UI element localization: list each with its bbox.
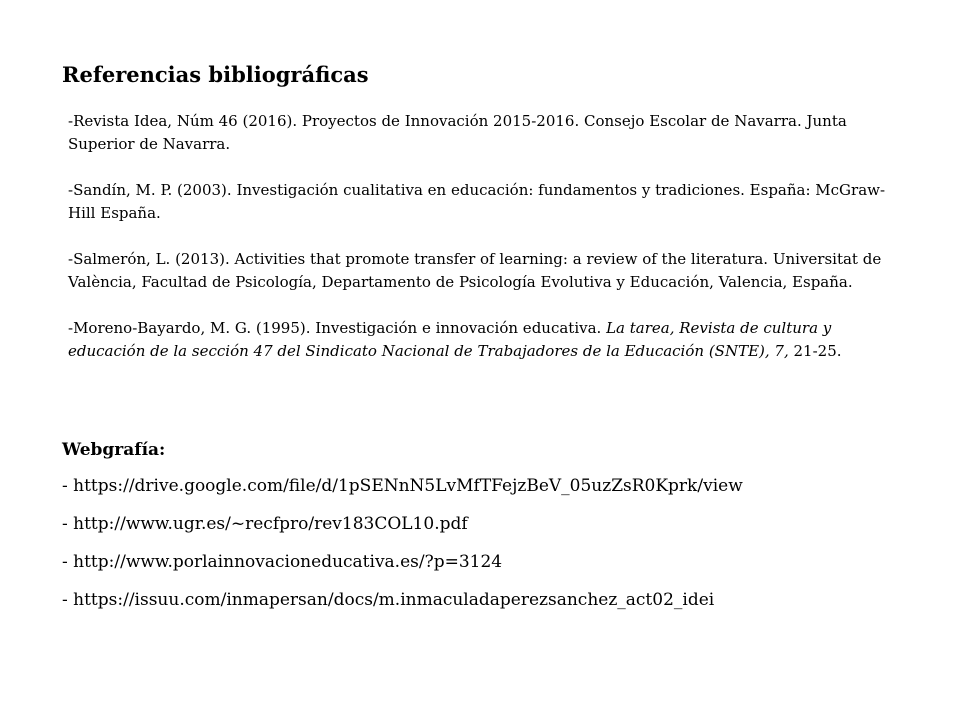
reference-item bbox=[68, 317, 898, 363]
reference-journal: La tarea, Revista de cultura y educación de la sección 47 del Sindicato Nacional de Trabajadores de la Educación (SNTE), 7, bbox=[68, 319, 832, 360]
reference-text: -Moreno-Bayardo, M. G. (1995). Investigación e innovación educativa. bbox=[68, 319, 607, 337]
webgrafia-link[interactable]: - http://www.ugr.es/~recfpro/rev183COL10.pdf bbox=[62, 514, 468, 534]
reference-item: -Sandín, M. P. (2003). Investigación cualitativa en educación: fundamentos y tradiciones. España: McGraw-Hill España. bbox=[68, 181, 886, 222]
reference-pages: 21-25. bbox=[788, 342, 842, 360]
webgrafia-title: Webgrafía: bbox=[62, 440, 166, 460]
webgrafia-link[interactable]: - http://www.porlainnovacioneducativa.es/?p=3124 bbox=[62, 552, 503, 572]
webgrafia-list bbox=[62, 474, 922, 626]
page-title: Referencias bibliográficas bbox=[62, 62, 369, 87]
reference-item: -Salmerón, L. (2013). Activities that promote transfer of learning: a review of the literatura. Universitat de València, Facultad de Psicología, Departamento de Psicología Evolutiva y Educación, Valencia, España. bbox=[68, 250, 882, 291]
webgrafia-link[interactable]: - https://drive.google.com/file/d/1pSENnN5LvMfTFejzBeV_05uzZsR0Kprk/view bbox=[62, 476, 743, 496]
reference-list bbox=[68, 110, 898, 386]
reference-item: -Revista Idea, Núm 46 (2016). Proyectos de Innovación 2015-2016. Consejo Escolar de Navarra. Junta Superior de Navarra. bbox=[68, 112, 847, 153]
webgrafia-link[interactable]: - https://issuu.com/inmapersan/docs/m.inmaculadaperezsanchez_act02_idei bbox=[62, 590, 715, 610]
